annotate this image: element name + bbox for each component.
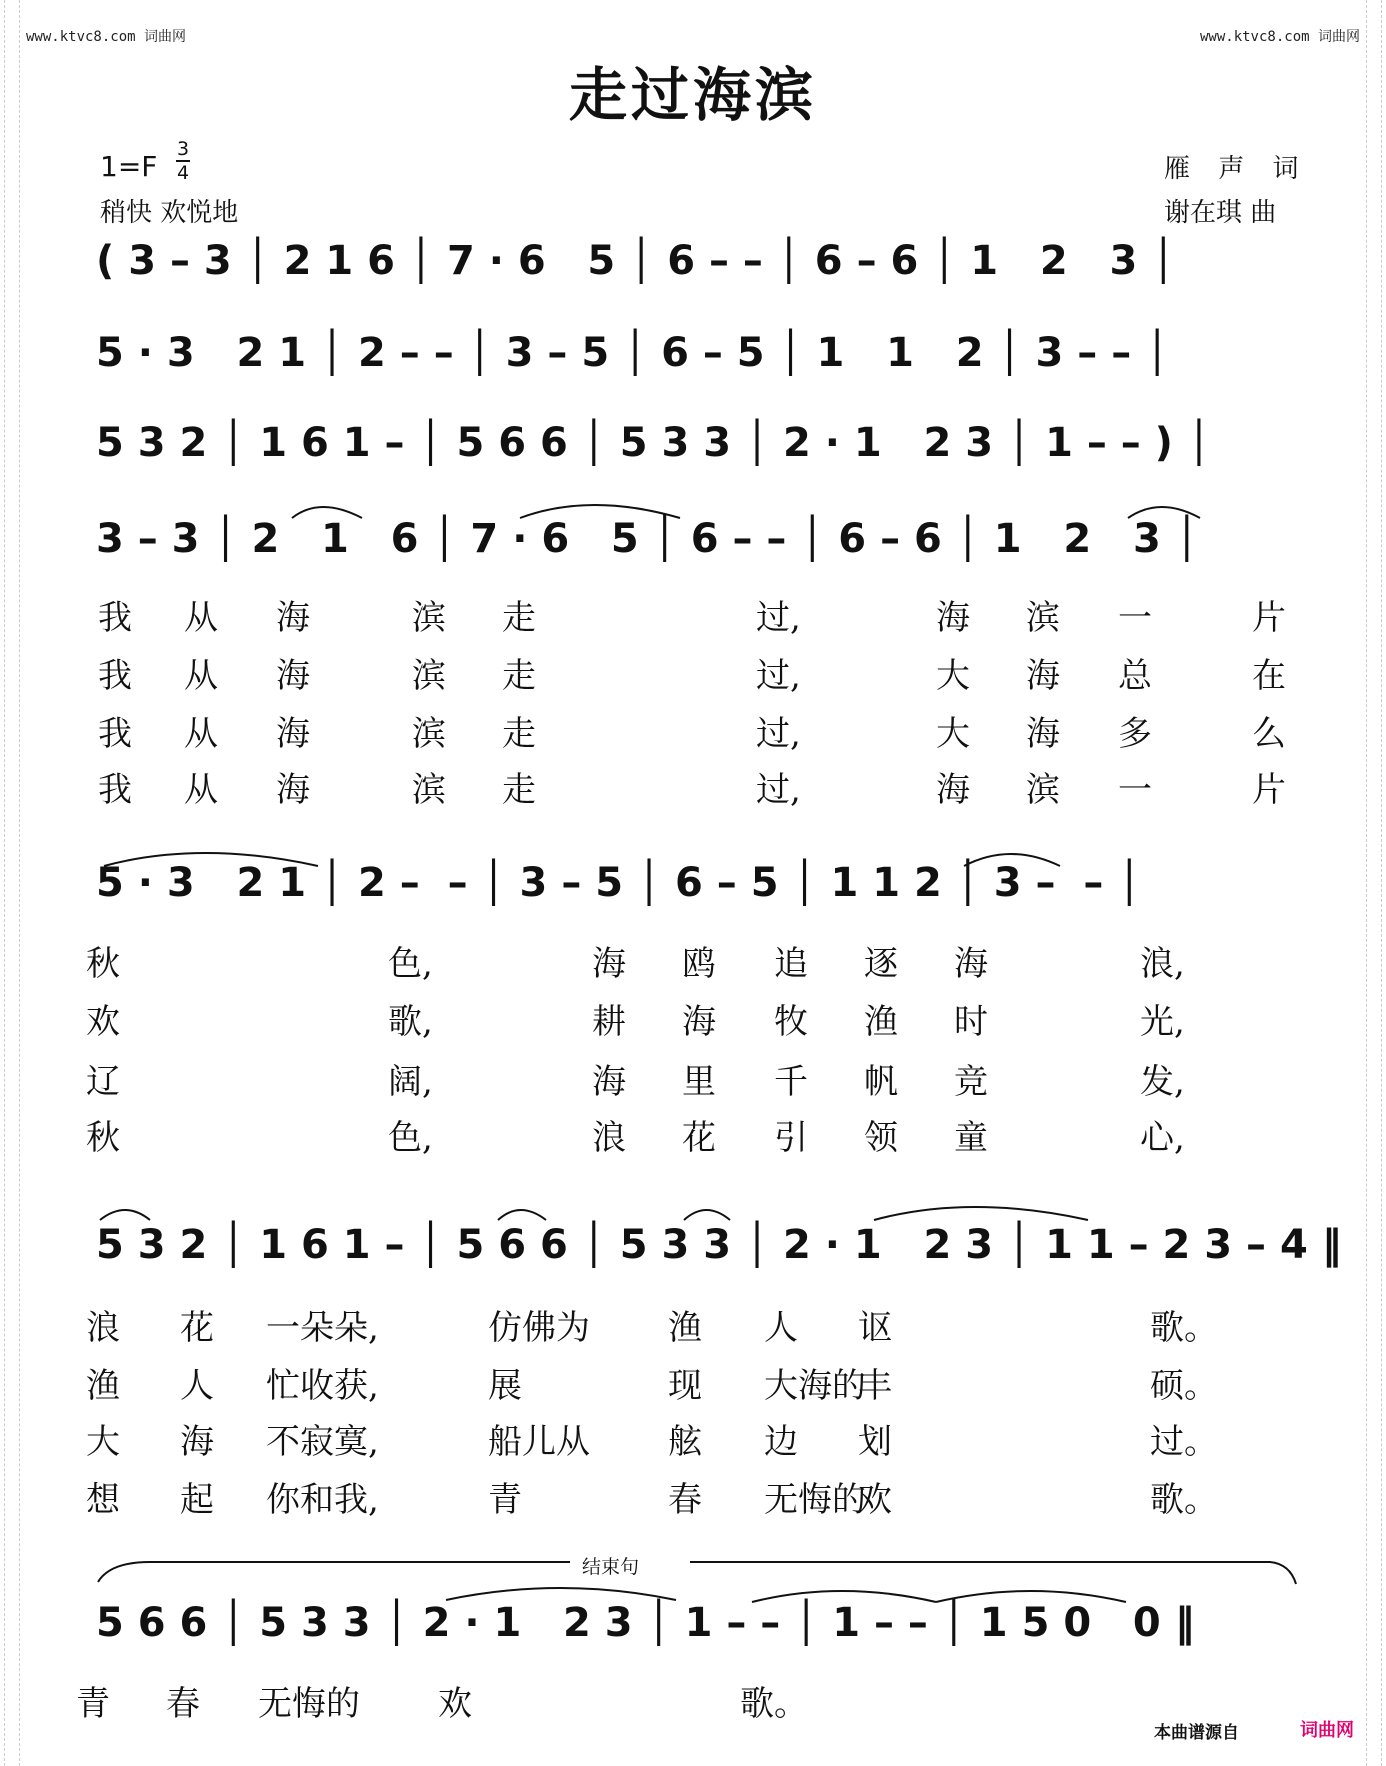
lyric-syllable: 片 xyxy=(1252,770,1286,810)
left-margin-strip xyxy=(4,0,20,1766)
lyric-syllable: 欢 xyxy=(86,1002,120,1042)
lyric-syllable: 从 xyxy=(184,598,218,638)
lyric-syllable: 海 xyxy=(954,944,988,984)
lyric-syllable: 光, xyxy=(1140,1002,1185,1042)
notation-row-7: 5 6 6 │ 5 3 3 │ 2 · 1 2 3 │ 1 – – │ 1 – – │ 1 5 0 0 ‖ xyxy=(96,1600,1195,1646)
lyric-syllable: 竞 xyxy=(954,1062,988,1102)
key-signature: 1=F xyxy=(100,150,158,183)
lyric-syllable: 引 xyxy=(774,1118,808,1158)
lyric-syllable: 海 xyxy=(936,598,970,638)
lyric-syllable: 忙收获, xyxy=(266,1366,379,1406)
lyric-syllable: 滨 xyxy=(1026,598,1060,638)
footer-source-text: 本曲谱源自 xyxy=(1154,1723,1239,1743)
lyric-syllable: 过, xyxy=(756,714,801,754)
lyric-syllable: 童 xyxy=(954,1118,988,1158)
lyric-syllable: 滨 xyxy=(412,714,446,754)
tempo-marking: 稍快 欢悦地 xyxy=(100,198,239,228)
right-margin-strip xyxy=(1366,0,1382,1766)
lyric-syllable: 丰 xyxy=(858,1366,892,1406)
lyric-syllable: 辽 xyxy=(86,1062,120,1102)
lyric-syllable: 领 xyxy=(864,1118,898,1158)
lyric-syllable: 想 xyxy=(86,1480,120,1520)
ending-section-label: 结束句 xyxy=(576,1552,645,1579)
lyric-syllable: 时 xyxy=(954,1002,988,1042)
lyric-syllable: 硕。 xyxy=(1150,1366,1218,1406)
lyric-syllable: 我 xyxy=(98,714,132,754)
lyric-syllable: 展 xyxy=(488,1366,522,1406)
lyric-syllable: 走 xyxy=(502,714,536,754)
lyric-syllable: 一朵朵, xyxy=(266,1308,379,1348)
composer-credit: 谢在琪 曲 xyxy=(1164,198,1277,228)
lyric-syllable: 么 xyxy=(1252,714,1286,754)
lyric-syllable: 船儿从 xyxy=(488,1422,590,1462)
lyric-syllable: 过, xyxy=(756,598,801,638)
lyric-syllable: 逐 xyxy=(864,944,898,984)
lyric-syllable: 滨 xyxy=(412,770,446,810)
lyric-syllable: 海 xyxy=(1026,656,1060,696)
lyric-syllable: 一 xyxy=(1118,598,1152,638)
lyric-syllable: 滨 xyxy=(412,598,446,638)
lyric-syllable: 花 xyxy=(682,1118,716,1158)
lyric-syllable: 多 xyxy=(1118,714,1152,754)
lyric-syllable: 走 xyxy=(502,770,536,810)
lyric-syllable: 从 xyxy=(184,770,218,810)
lyric-syllable: 追 xyxy=(774,944,808,984)
slur-group-1 xyxy=(0,490,1386,530)
lyric-syllable: 歌。 xyxy=(1150,1308,1218,1348)
lyric-syllable: 一 xyxy=(1118,770,1152,810)
lyric-syllable: 大海的 xyxy=(764,1366,866,1406)
lyric-syllable: 过, xyxy=(756,770,801,810)
lyric-syllable: 走 xyxy=(502,656,536,696)
lyric-syllable: 青 xyxy=(76,1684,110,1724)
lyric-syllable: 秋 xyxy=(86,944,120,984)
lyricist-credit: 雁 声 词 xyxy=(1164,154,1309,184)
time-top: 3 xyxy=(176,138,190,160)
notation-row-5: 5 · 3 2 1 │ 2 – – │ 3 – 5 │ 6 – 5 │ 1 1 2 │ 3 – – │ xyxy=(96,860,1142,906)
lyric-syllable: 总 xyxy=(1118,656,1152,696)
lyric-syllable: 海 xyxy=(1026,714,1060,754)
song-title: 走过海滨 xyxy=(568,61,817,129)
notation-row-1: ( 3 – 3 │ 2 1 6 │ 7 · 6 5 │ 6 – – │ 6 – 6 │ 1 2 3 │ xyxy=(96,238,1176,284)
lyric-syllable: 浪 xyxy=(592,1118,626,1158)
lyric-syllable: 牧 xyxy=(774,1002,808,1042)
lyric-syllable: 欢 xyxy=(438,1684,472,1724)
lyric-syllable: 讴 xyxy=(858,1308,892,1348)
site-watermark-left: www.ktvc8.com 词曲网 xyxy=(26,29,187,45)
lyric-syllable: 划 xyxy=(858,1422,892,1462)
lyric-syllable: 浪, xyxy=(1140,944,1185,984)
lyric-syllable: 大 xyxy=(936,714,970,754)
lyric-syllable: 海 xyxy=(276,714,310,754)
lyric-syllable: 边 xyxy=(764,1422,798,1462)
lyric-syllable: 帆 xyxy=(864,1062,898,1102)
notation-row-3: 5 3 2 │ 1 6 1 – │ 5 6 6 │ 5 3 3 │ 2 · 1 2 3 │ 1 – – ) │ xyxy=(96,420,1211,466)
lyric-syllable: 走 xyxy=(502,598,536,638)
lyric-syllable: 海 xyxy=(592,1062,626,1102)
lyric-syllable: 大 xyxy=(86,1422,120,1462)
lyric-syllable: 海 xyxy=(276,656,310,696)
lyric-syllable: 里 xyxy=(682,1062,716,1102)
lyric-syllable: 渔 xyxy=(668,1308,702,1348)
lyric-syllable: 色, xyxy=(388,944,433,984)
footer-logo: 词曲网 xyxy=(1300,1720,1354,1741)
lyric-syllable: 海 xyxy=(276,770,310,810)
notation-row-2: 5 · 3 2 1 │ 2 – – │ 3 – 5 │ 6 – 5 │ 1 1 2 │ 3 – – │ xyxy=(96,330,1170,376)
lyric-syllable: 仿佛为 xyxy=(488,1308,590,1348)
lyric-syllable: 海 xyxy=(180,1422,214,1462)
lyric-syllable: 人 xyxy=(764,1308,798,1348)
lyric-syllable: 歌。 xyxy=(1150,1480,1218,1520)
lyric-syllable: 大 xyxy=(936,656,970,696)
lyric-syllable: 海 xyxy=(276,598,310,638)
lyric-syllable: 滨 xyxy=(1026,770,1060,810)
lyric-syllable: 春 xyxy=(668,1480,702,1520)
lyric-syllable: 浪 xyxy=(86,1308,120,1348)
lyric-syllable: 我 xyxy=(98,770,132,810)
lyric-syllable: 不寂寞, xyxy=(266,1422,379,1462)
lyric-syllable: 在 xyxy=(1252,656,1286,696)
lyric-syllable: 耕 xyxy=(592,1002,626,1042)
lyric-syllable: 我 xyxy=(98,656,132,696)
lyric-syllable: 滨 xyxy=(412,656,446,696)
lyric-syllable: 起 xyxy=(180,1480,214,1520)
notation-row-6: 5 3 2 │ 1 6 1 – │ 5 6 6 │ 5 3 3 │ 2 · 1 2 3 │ 1 1 – 2 3 – 4 ‖ xyxy=(96,1222,1342,1268)
lyric-syllable: 海 xyxy=(592,944,626,984)
lyric-syllable: 秋 xyxy=(86,1118,120,1158)
lyric-syllable: 春 xyxy=(166,1684,200,1724)
lyric-syllable: 歌。 xyxy=(740,1684,808,1724)
lyric-syllable: 现 xyxy=(668,1366,702,1406)
site-watermark-right: www.ktvc8.com 词曲网 xyxy=(1199,29,1360,45)
lyric-syllable: 青 xyxy=(488,1480,522,1520)
lyric-syllable: 舷 xyxy=(668,1422,702,1462)
lyric-syllable: 过。 xyxy=(1150,1422,1218,1462)
lyric-syllable: 阔, xyxy=(388,1062,433,1102)
lyric-syllable: 色, xyxy=(388,1118,433,1158)
lyric-syllable: 过, xyxy=(756,656,801,696)
lyric-syllable: 鸥 xyxy=(682,944,716,984)
lyric-syllable: 你和我, xyxy=(266,1480,379,1520)
lyric-syllable: 歌, xyxy=(388,1002,433,1042)
lyric-syllable: 渔 xyxy=(864,1002,898,1042)
lyric-syllable: 我 xyxy=(98,598,132,638)
notation-row-4: 3 – 3 │ 2 1 6 │ 7 · 6 5 │ 6 – – │ 6 – 6 │ 1 2 3 │ xyxy=(96,516,1199,562)
lyric-syllable: 无悔的 xyxy=(258,1684,360,1724)
lyric-syllable: 海 xyxy=(936,770,970,810)
lyric-syllable: 人 xyxy=(180,1366,214,1406)
lyric-syllable: 发, xyxy=(1140,1062,1185,1102)
lyric-syllable: 从 xyxy=(184,714,218,754)
time-signature xyxy=(176,138,190,184)
lyric-syllable: 花 xyxy=(180,1308,214,1348)
lyric-syllable: 无悔的 xyxy=(764,1480,866,1520)
lyric-syllable: 渔 xyxy=(86,1366,120,1406)
lyric-syllable: 海 xyxy=(682,1002,716,1042)
lyric-syllable: 从 xyxy=(184,656,218,696)
lyric-syllable: 片 xyxy=(1252,598,1286,638)
lyric-syllable: 心, xyxy=(1140,1118,1185,1158)
lyric-syllable: 千 xyxy=(774,1062,808,1102)
lyric-syllable: 欢 xyxy=(858,1480,892,1520)
time-bottom: 4 xyxy=(176,162,190,184)
